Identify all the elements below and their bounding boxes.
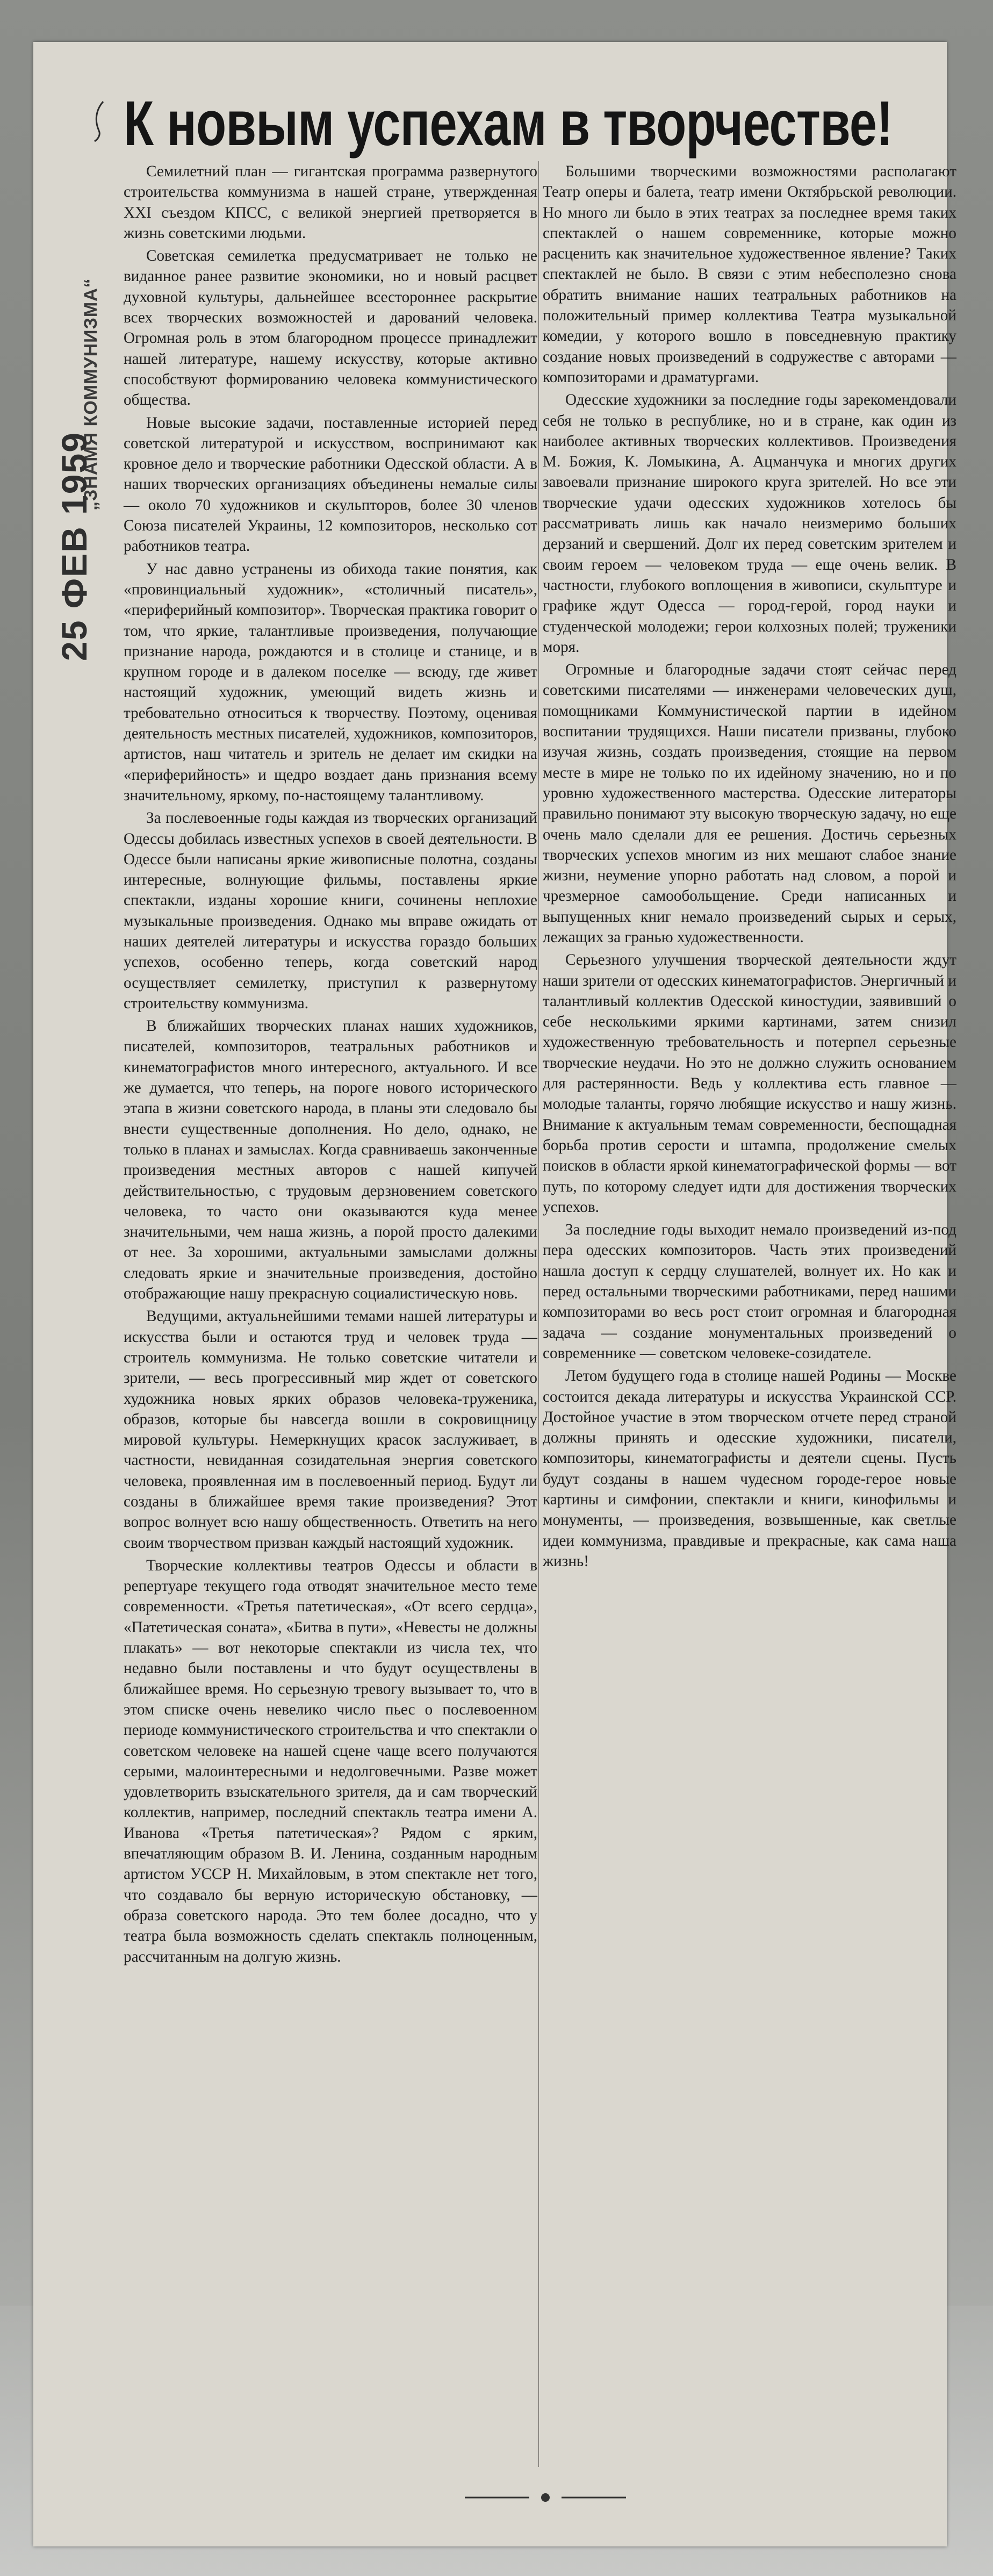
newspaper-name-stamp: „ЗНАМЯ КОММУНИЗМА“	[81, 278, 101, 511]
article-paragraph: Летом будущего года в столице нашей Родины — Москве состоится декада литературы и искусства Украинской ССР. Достойное участие в этом творческом отчете перед страной должны принять и одесские художники, писатели, композиторы, кинематографисты и деятели сцены. Пусть будут созданы в нашем чудесном городе-герое новые картины и симфонии, спектакли и книги, кинофильмы и монументы, — произведения, возвышенные, как светлые идеи коммунизма, правдивые и прекрасные, как сама наша жизнь!	[543, 1367, 956, 1570]
article-paragraph: В ближайших творческих планах наших художников, писателей, композиторов, театральных работников и кинематографистов много интересного, актуального. И все же думается, что теперь, на пороге нового исторического этапа в жизни советского народа, в планы эти следовало бы внести существенные дополнения. Но дело, однако, не только в планах и замыслах. Когда сравниваешь законченные произведения местных авторов с нашей кипучей действительностью, с трудовым дерзновением советского человека, то часто они оказываются куда менее значительными, чем наша жизнь, а порой просто далекими от нее. За хорошими, актуальными замыслами должны следовать яркие и значительные произведения, достойно отображающие нашу прекрасную социалистическую новь.	[124, 1017, 537, 1303]
end-ornament-icon	[465, 2491, 626, 2504]
pencil-mark-icon	[91, 99, 107, 142]
article-paragraph: Новые высокие задачи, поставленные историей перед советской литературой и искусством, воспринимают как кровное дело и творческие работники Одесской области. А в наших творческих организациях объединены немалые силы — около 70 художников и скульпторов, более 30 членов Союза писателей Украины, 12 композиторов, несколько сот работников театра.	[124, 414, 537, 555]
article-paragraph: Огромные и благородные задачи стоят сейчас перед советскими писателями — инженерами человеческих душ, помощниками Коммунистической партии в идейном воспитании трудящихся. Наши писатели призваны, глубоко изучая жизнь, создать произведения, стоящие на первом месте в мире не только по их идейному значению, но и по уровню художественного мастерства. Одесские литераторы правильно понимают эту высокую творческую задачу, но еще очень мало сделали для ее решения. Достичь серьезных творческих успехов многим из них мешают слабое знание жизни, неумение упорно работать над словом, а порой и чрезмерное самообольщение. Среди написанных и выпущенных книг немало произведений сырых и серых, лежащих за гранью художественности.	[543, 661, 956, 946]
column-divider	[538, 161, 539, 2467]
article-column-right	[543, 161, 956, 1574]
article-paragraph: За последние годы выходит немало произведений из-под пера одесских композиторов. Часть этих произведений нашла доступ к сердцу слушателей, волнует их. Но как и перед остальными творческими работниками, перед нашими композиторами во весь рост стоит огромная и благородная задача — создание монументальных произведений о современнике — советском человеке-созидателе.	[543, 1221, 956, 1362]
date-stamp: 25 ФЕВ 1959	[54, 432, 94, 661]
article-headline: К новым успехам в творчестве!	[124, 88, 893, 159]
article-paragraph: Большими творческими возможностями располагают Театр оперы и балета, театр имени Октябрьской революции. Но много ли было в этих театрах за последнее время таких спектаклей о нашем современнике, которые можно расценить как значительное художественное явление? Таких спектаклей не было. В связи с этим небесполезно снова обратить внимание наших театральных работников на положительный пример коллектива Театра музыкальной комедии, у которого вошло в повседневную практику создание новых произведений в содружестве с авторами — композиторами и драматургами.	[543, 163, 956, 386]
article-paragraph: У нас давно устранены из обихода такие понятия, как «провинциальный художник», «столичный писатель», «периферийный композитор». Творческая практика говорит о том, что яркие, талантливые произведения, получающие признание народа, рождаются и в столице и станице, и в крупном городе и в далеком поселке — всюду, где живет настоящий художник, умеющий видеть жизнь и требовательно относиться к творчеству. Поэтому, оценивая деятельность местных писателей, художников, композиторов, артистов, наш читатель и зритель не делает им скидки на «периферийность» и щедро воздает дань признания всему значительному, яркому, по-настоящему талантливому.	[124, 560, 537, 804]
article-paragraph: Советская семилетка предусматривает не только не виданное ранее развитие экономики, но и новый расцвет духовной культуры, дальнейшее всестороннее раскрытие всех творческих возможностей и дарований человека. Огромная роль в этом благородном процессе принадлежит нашей литературе, нашему искусству, которые активно способствуют формированию человека коммунистического общества.	[124, 247, 537, 409]
article-paragraph: Одесские художники за последние годы зарекомендовали себя не только в республике, но и в стране, как один из наиболее активных творческих коллективов. Произведения М. Божия, К. Ломыкина, А. Ацманчука и многих других завоевали признание широкого круга зрителей. Но все эти творческие удачи одесских художников хотелось бы рассматривать лишь как начало неизмеримо больших дерзаний и свершений. Долг их перед советским зрителем и своим героем — человеком труда — еще очень велик. В частности, глубокого воплощения в живописи, скульптуре и графике ждут Одесса — город-герой, город науки и студенческой молодежи; герои колхозных полей; труженики моря.	[543, 391, 956, 656]
article-paragraph: Творческие коллективы театров Одессы и области в репертуаре текущего года отводят значительное место теме современности. «Третья патетическая», «От всего сердца», «Патетическая соната», «Битва в пути», «Невесты не должны плакать» — вот некоторые спектакли из числа тех, что недавно были поставлены и что будут осуществлены в ближайшее время. Но серьезную тревогу вызывает то, что в этом списке очень невелико число пьес о послевоенном периоде коммунистического строительства и что спектакли о советском человеке на нашей сцене чаще всего получаются серыми, малоинтересными и недолговечными. Разве может удовлетворить взыскательного зрителя, да и сам творческий коллектив, например, последний спектакль театра имени А. Иванова «Третья патетическая»? Рядом с ярким, впечатляющим образом В. И. Ленина, созданным народным артистом УССР Н. Михайловым, в этом спектакле нет того, что создавало бы верную историческую обстановку, — образа советского народа. Это тем более досадно, что у театра была возможность сделать спектакль полноценным, рассчитанным на долгую жизнь.	[124, 1556, 537, 1965]
article-paragraph: Ведущими, актуальнейшими темами нашей литературы и искусства были и остаются труд и человек труда — строитель коммунизма. Не только советские читатели и зрители, — весь прогрессивный мир ждет от советского художника новых ярких образов человека-труженика, образов, которые бы навсегда вошли в сокровищницу мировой культуры. Немеркнущих красок заслуживает, в частности, невиданная созидательная энергия советского человека, проявленная им в послевоенный период. Будут ли созданы в ближайшее время такие произведения? Этот вопрос волнует всю нашу общественность. Ответить на него своим творчеством призван каждый настоящий художник.	[124, 1308, 537, 1552]
article-paragraph: Серьезного улучшения творческой деятельности ждут наши зрители от одесских кинематографистов. Энергичный и талантливый коллектив Одесской киностудии, заявивший о себе несколькими яркими картинами, затем снизил художественную требовательность и потерпел серьезные творческие неудачи. Но это не должно служить основанием для растерянности. Ведь у коллектива есть главное — молодые таланты, горячо любящие искусство и нашу жизнь. Внимание к актуальным темам современности, беспощадная борьба против серости и штампа, продолжение смелых поисков в области яркой кинематографической формы — вот путь, по которому следует идти для достижения творческих успехов.	[543, 951, 956, 1216]
article-paragraph: За послевоенные годы каждая из творческих организаций Одессы добилась известных успехов в своей деятельности. В Одессе были написаны яркие живописные полотна, созданы интересные, волнующие фильмы, поставлены яркие спектакли, изданы хорошие книги, сочинены неплохие музыкальные произведения. Однако мы вправе ожидать от наших деятелей литературы и искусства гораздо больших успехов, особенно теперь, когда советский народ осуществляет семилетку, приступил к развернутому строительству коммунизма.	[124, 809, 537, 1012]
article-paragraph: Семилетний план — гигантская программа развернутого строительства коммунизма в нашей стране, утвержденная XXI съездом КПСС, с великой энергией претворяется в жизнь советскими людьми.	[124, 163, 537, 242]
article-column-left	[124, 161, 537, 1969]
